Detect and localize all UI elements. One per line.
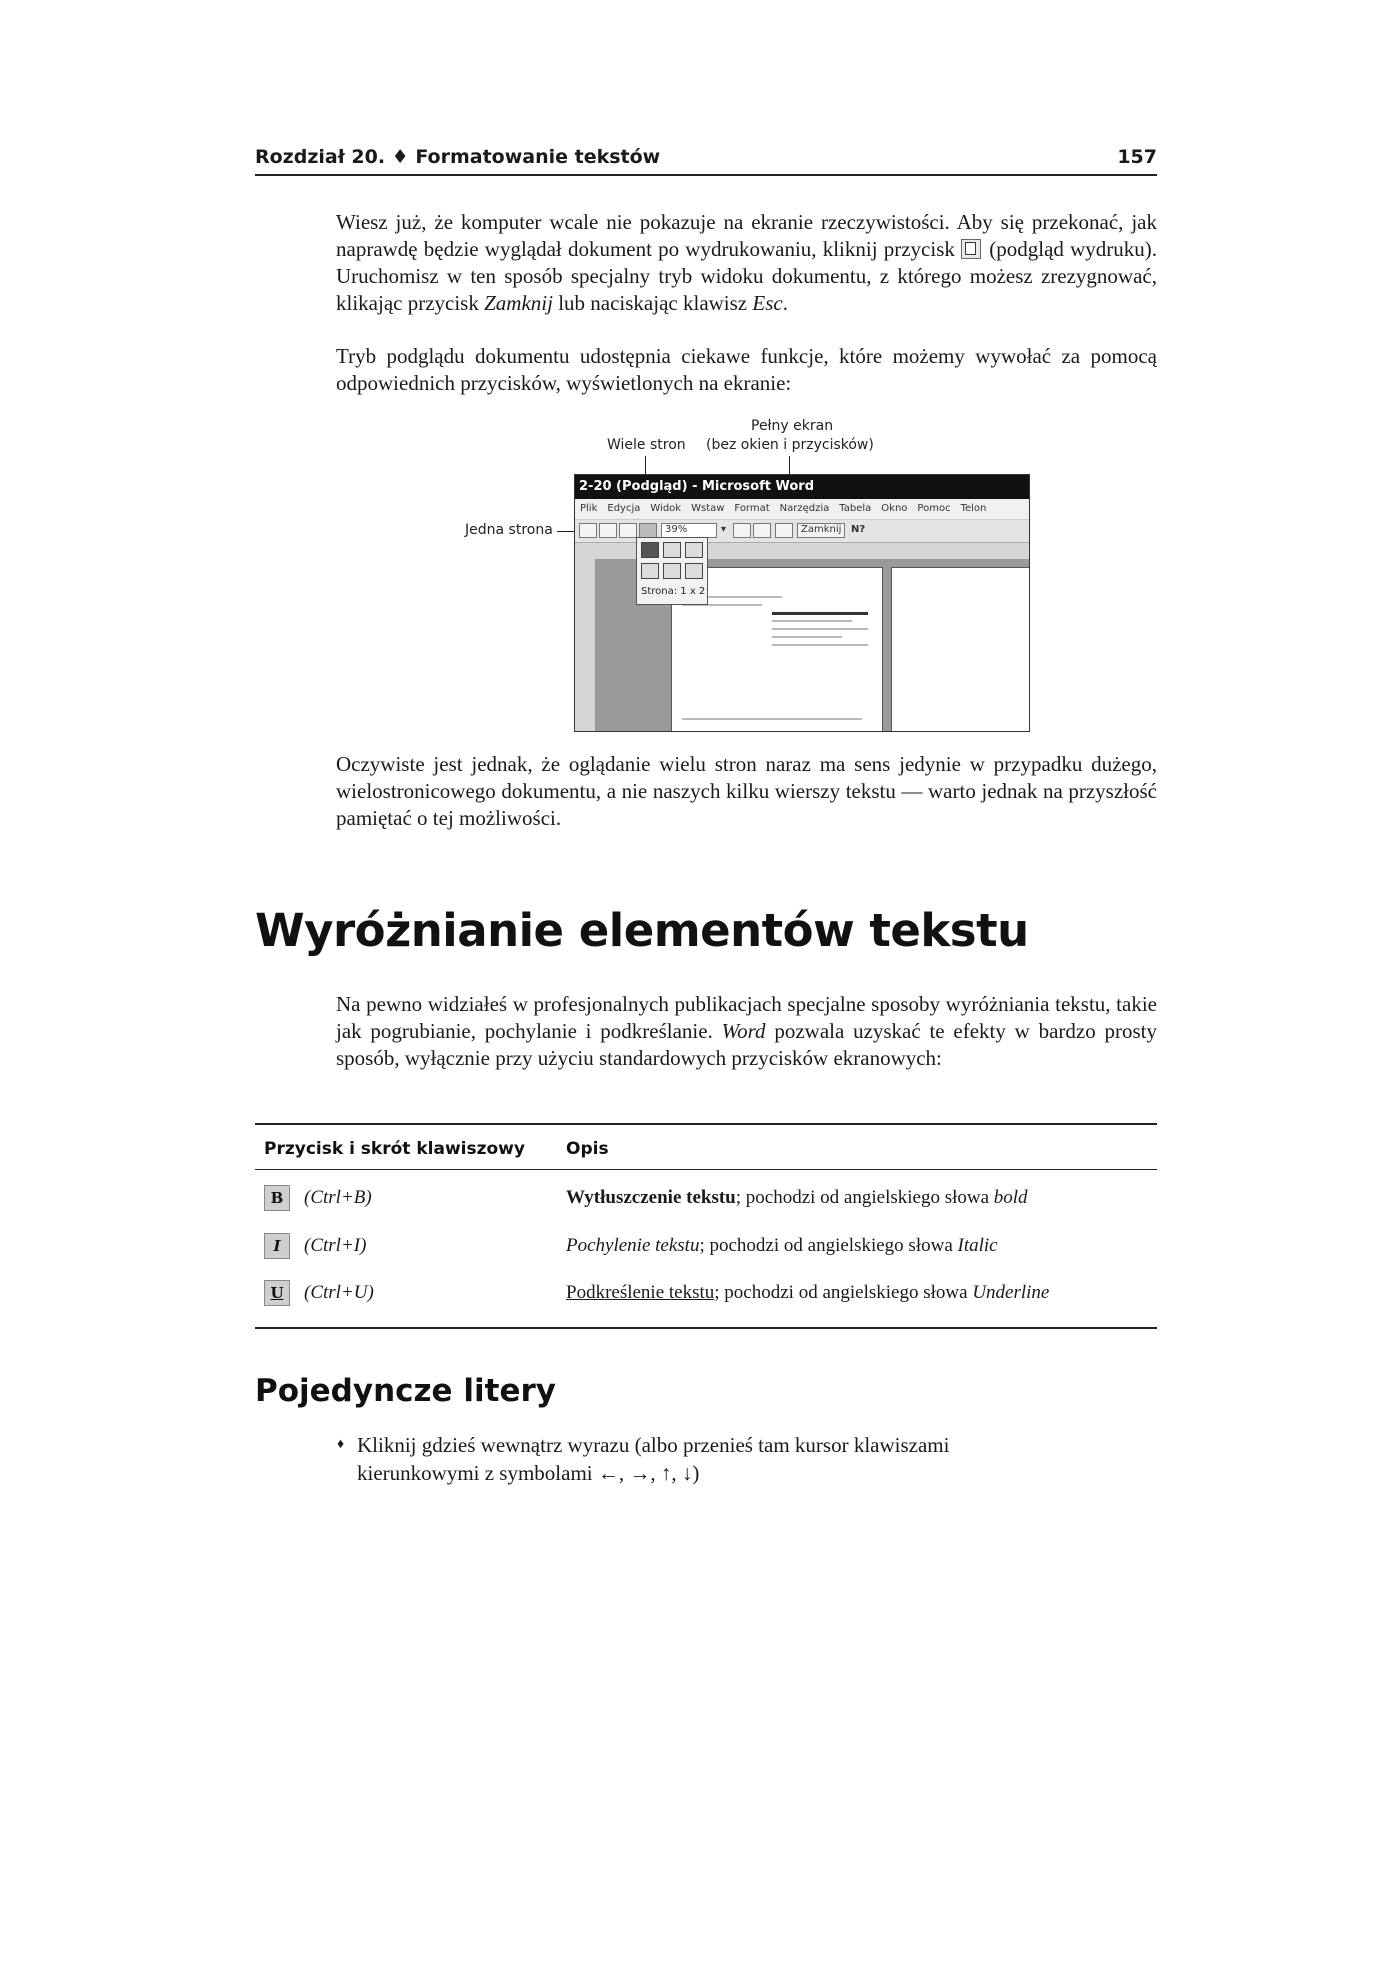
description-term: Pochylenie tekstu xyxy=(566,1235,700,1256)
page-grid-cell[interactable] xyxy=(685,542,703,558)
close-label: Zamknij xyxy=(801,524,842,535)
menu-item-narzedzia[interactable]: Narzędzia xyxy=(779,503,830,514)
page-line xyxy=(772,620,852,622)
shortcut-text: (Ctrl+U) xyxy=(304,1282,374,1303)
after-figure-paragraph: Oczywiste jest jednak, że oglądanie wielu stron naraz ma sens jedynie w przypadku dużego, wielostronicowego dokumentu, a nie naszych kilku wierszy tekstu — warto jednak na przyszłość pamiętać o tej możliwości. xyxy=(336,752,1157,830)
word-term: Word xyxy=(721,1019,766,1043)
description-word: Underline xyxy=(972,1282,1050,1303)
underline-icon: U xyxy=(264,1280,290,1306)
page-grid-cell[interactable] xyxy=(663,563,681,579)
section-heading: Wyróżnianie elementów tekstu xyxy=(255,904,1029,957)
description-text: ; pochodzi od angielskiego słowa xyxy=(735,1187,994,1208)
help-icon[interactable]: N? xyxy=(851,524,866,535)
menu-item-telon[interactable]: Telon xyxy=(960,503,987,514)
page-line xyxy=(772,636,842,638)
page-header xyxy=(255,146,1157,176)
bold-icon: B xyxy=(264,1185,290,1211)
table-bottom-rule xyxy=(255,1327,1157,1329)
row-description xyxy=(566,1187,1028,1209)
window-title-bar xyxy=(575,475,1029,499)
full-screen-icon[interactable] xyxy=(775,523,793,538)
menu-item-edycja[interactable]: Edycja xyxy=(607,503,641,514)
page-grid-cell[interactable] xyxy=(641,563,659,579)
print-icon[interactable] xyxy=(579,523,597,538)
section-text: Na pewno widziałeś w profesjonalnych publikacjach specjalne sposoby wyróżniania tekstu, takie jak pogrubianie, pochylanie i podkreślanie. xyxy=(336,992,1157,1043)
description-term: Podkreślenie tekstu xyxy=(566,1282,715,1303)
italic-icon: I xyxy=(264,1233,290,1259)
description-term: Wytłuszczenie tekstu xyxy=(566,1187,736,1208)
page-grid-cell[interactable] xyxy=(641,542,659,558)
row-description xyxy=(566,1235,998,1257)
section-text: pozwala uzyskać te efekty w bardzo prosty sposób, wyłącznie przy użyciu standardowych przycisków ekranowych: xyxy=(336,1019,1157,1070)
table-row xyxy=(264,1278,1157,1310)
shortcut-text: (Ctrl+B) xyxy=(304,1187,372,1208)
page-line xyxy=(772,628,868,630)
table-header-button: Przycisk i skrót klawiszowy xyxy=(264,1139,525,1159)
page-number: 157 xyxy=(1117,146,1157,168)
menu-item-okno[interactable]: Okno xyxy=(881,503,908,514)
esc-term: Esc xyxy=(752,291,783,315)
table-header-description: Opis xyxy=(566,1139,609,1159)
intro-text: (podgląd wydruku). Uruchomisz w ten sposób specjalny tryb widoku dokumentu, z którego możesz zrezygnować, klikając przycisk xyxy=(336,237,1157,315)
page-grid-cell[interactable] xyxy=(663,542,681,558)
zamknij-term: Zamknij xyxy=(484,291,553,315)
page-line xyxy=(682,718,862,720)
menu-item-format[interactable]: Format xyxy=(734,503,770,514)
table-header-rule xyxy=(255,1169,1157,1170)
one-page-icon[interactable] xyxy=(619,523,637,538)
row-description xyxy=(566,1282,1049,1304)
chevron-down-icon[interactable]: ▾ xyxy=(721,524,727,535)
window-title: 2-20 (Podgląd) - Microsoft Word xyxy=(579,479,815,494)
menu-bar xyxy=(575,499,1029,520)
intro-paragraph-1 xyxy=(336,209,1157,317)
list-item xyxy=(337,1431,1057,1487)
vertical-ruler xyxy=(575,559,596,731)
intro-text: . xyxy=(782,291,788,315)
print-preview-icon xyxy=(961,239,981,259)
subsection-heading: Pojedyncze litery xyxy=(255,1373,556,1409)
bullet-marker: ♦ xyxy=(337,1437,345,1452)
menu-item-plik[interactable]: Plik xyxy=(580,503,598,514)
description-text: ; pochodzi od angielskiego słowa xyxy=(714,1282,973,1303)
description-text: ; pochodzi od angielskiego słowa xyxy=(699,1235,958,1256)
description-word: bold xyxy=(993,1187,1028,1208)
multiple-pages-dropdown[interactable] xyxy=(636,537,708,605)
page-grid-cell[interactable] xyxy=(685,563,703,579)
description-word: Italic xyxy=(957,1235,998,1256)
bullet-line-1: Kliknij gdzieś wewnątrz wyrazu (albo przenieś tam kursor klawiszami xyxy=(357,1433,950,1457)
intro-text: Wiesz już, że komputer wcale nie pokazuje na ekranie rzeczywistości. Aby się przekonać, jak naprawdę będzie wyglądał dokument po wydrukowaniu, kliknij przycisk xyxy=(336,210,1157,261)
page-line xyxy=(772,612,868,615)
menu-item-wstaw[interactable]: Wstaw xyxy=(691,503,725,514)
section-paragraph xyxy=(336,991,1157,1072)
table-row xyxy=(264,1183,1157,1215)
page-line xyxy=(772,644,868,646)
table-top-rule xyxy=(255,1123,1157,1125)
menu-item-tabela[interactable]: Tabela xyxy=(839,503,872,514)
intro-paragraph-2: Tryb podglądu dokumentu udostępnia ciekawe funkcje, które możemy wywołać za pomocą odpowiednich przycisków, wyświetlonych na ekranie: xyxy=(336,344,1157,395)
dropdown-caption: Strona: 1 x 2 xyxy=(641,586,706,597)
menu-item-pomoc[interactable]: Pomoc xyxy=(917,503,951,514)
intro-text: lub naciskając klawisz xyxy=(552,291,753,315)
preview-page-2 xyxy=(891,567,1030,732)
label-full-screen-1: Pełny ekran xyxy=(751,418,834,434)
label-multi-pages: Wiele stron xyxy=(607,437,686,453)
multiple-pages-icon[interactable] xyxy=(639,523,657,538)
label-full-screen-2: (bez okien i przycisków) xyxy=(706,437,874,453)
shortcut-text: (Ctrl+I) xyxy=(304,1235,367,1256)
table-row xyxy=(264,1231,1157,1263)
menu-item-widok[interactable]: Widok xyxy=(650,503,682,514)
label-one-page: Jedna strona xyxy=(465,522,553,538)
zoom-value: 39% xyxy=(665,524,688,535)
magnifier-icon[interactable] xyxy=(599,523,617,538)
shrink-icon[interactable] xyxy=(753,523,771,538)
bullet-line-2: kierunkowymi z symbolami ←, →, ↑, ↓) xyxy=(357,1461,700,1485)
ruler-icon[interactable] xyxy=(733,523,751,538)
chapter-title: Rozdział 20. ♦ Formatowanie tekstów xyxy=(255,146,661,168)
